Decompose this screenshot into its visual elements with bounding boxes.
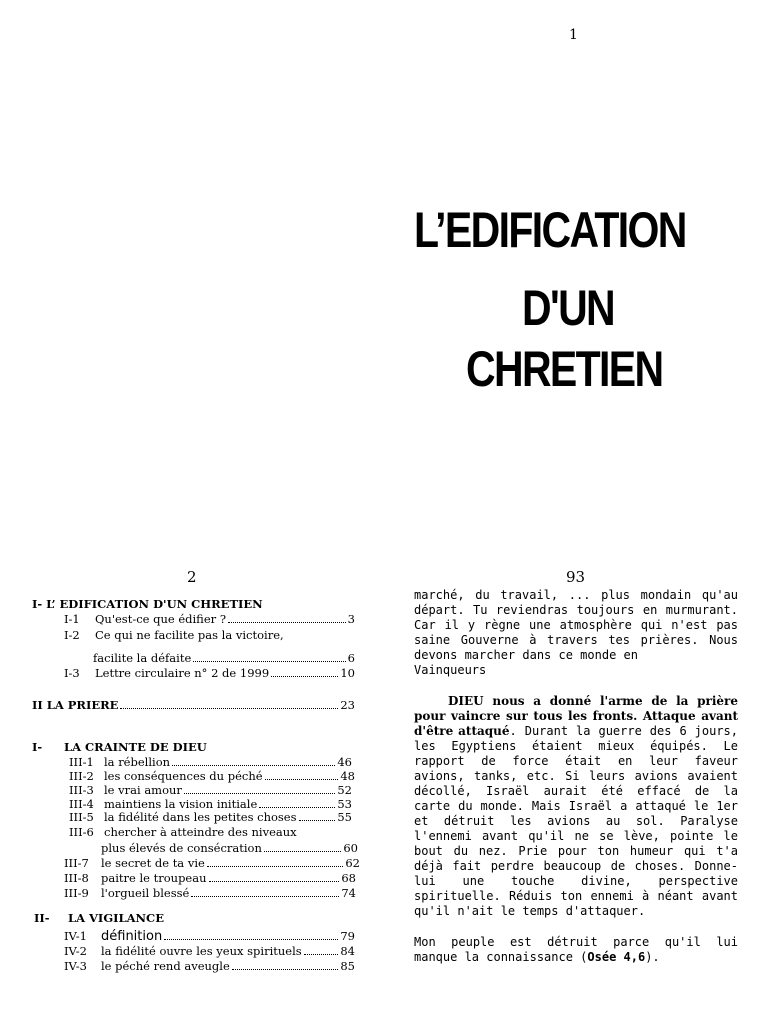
toc-entry[interactable] <box>32 698 355 712</box>
toc-entry-label: maintiens la vision initiale <box>104 797 258 811</box>
toc-part-heading: II LA PRIERE <box>32 698 119 712</box>
toc-leader <box>164 939 338 940</box>
toc-entry-code: IV-1 <box>64 929 87 943</box>
toc-entry[interactable] <box>64 944 355 958</box>
paragraph-end: Vainqueurs <box>414 663 487 677</box>
toc-entry[interactable] <box>64 959 355 973</box>
toc-part-heading: I- L’ EDIFICATION D'UN CHRETIEN <box>32 597 263 611</box>
toc-entry-page: 74 <box>341 886 356 900</box>
toc-entry[interactable] <box>93 651 355 665</box>
toc-entry-page: 10 <box>340 666 355 680</box>
toc-leader <box>265 779 339 780</box>
body-text <box>414 588 738 965</box>
toc-entry-code: III-1 <box>69 755 94 769</box>
paragraph: Mon peuple est détruit parce qu'il lui manque la connaissance (Osée 4,6). <box>414 935 738 964</box>
toc-entry-label: la rébellion <box>104 755 171 769</box>
toc-entry-code: III-7 <box>64 856 89 870</box>
page-number-2: 2 <box>187 568 197 586</box>
toc-entry-label: Lettre circulaire n° 2 de 1999 <box>95 666 270 680</box>
toc-entry-label: facilite la défaite <box>93 651 192 665</box>
toc-entry[interactable] <box>64 886 356 900</box>
toc-entry-page: 79 <box>340 929 355 943</box>
toc-entry-code: I-2 <box>64 628 80 642</box>
toc-part-heading: I- LA CRAINTE DE DIEU <box>32 740 207 754</box>
toc-leader <box>120 708 338 709</box>
page-number-1: 1 <box>569 27 578 43</box>
toc-leader <box>259 807 335 808</box>
page-number-93: 93 <box>566 568 586 586</box>
toc-entry-label: paitre le troupeau <box>101 871 207 885</box>
toc-entry-page: 48 <box>340 769 355 783</box>
toc-entry-label: le secret de ta vie <box>101 856 205 870</box>
toc-entry[interactable] <box>64 871 356 885</box>
toc-entry-code: IV-2 <box>64 944 87 958</box>
toc-entry-label: définition <box>101 929 163 944</box>
toc-entry[interactable] <box>69 769 355 783</box>
paragraph: DIEU nous a donné l'arme de la prière pour vaincre sur tous les fronts. Attaque avant d'être attaqué. Durant la guerre des 6 jours, les Egyptiens étaient mieux équipés. Le rapport de force était en leur faveur avions, tanks, etc. Si leurs avions avaient décollé, Israël aurait été effacé de la carte du monde. Mais Israël a attaqué le 1er et détruit les avions au sol. Paralyse l'ennemi avant qu'il ne se lève, pointe le bout du nez. Prie pour ton humeur qui t'a déjà fait perdre beaucoup de choses. Donne-lui une touche divine, perspective spirituelle. Réduis ton ennemi à néant avant qu'il n'ait le temps d'attaquer. <box>414 694 739 918</box>
toc-entry-page: 53 <box>337 797 352 811</box>
toc-entry-page: 46 <box>337 755 352 769</box>
toc-entry-code: III-3 <box>69 783 94 797</box>
toc-leader <box>207 866 344 867</box>
toc-leader <box>304 954 339 955</box>
toc-entry-label: chercher à atteindre des niveaux <box>104 825 297 839</box>
toc-entry-code: III-4 <box>69 797 94 811</box>
toc-entry-label: le vrai amour <box>104 783 182 797</box>
toc-entry-page: 6 <box>347 651 355 665</box>
toc-entry-page: 62 <box>345 856 360 870</box>
toc-entry[interactable] <box>64 856 360 870</box>
title-line-1: L’EDIFICATION <box>414 202 686 258</box>
toc-entry[interactable] <box>69 810 352 824</box>
toc-entry[interactable] <box>69 783 352 797</box>
toc-leader <box>191 896 339 897</box>
toc-leader <box>232 969 339 970</box>
toc-leader <box>264 851 341 852</box>
paragraph: marché, du travail, ... plus mondain qu'au départ. Tu reviendras toujours en murmurant. Car il y règne une atmosphère qui n'est pas saine Gouverne à travers tes prières. Nous devons marcher dans ce monde en <box>414 588 738 662</box>
toc-entry-code: III-6 <box>69 825 94 839</box>
toc-entry-code: I-1 <box>64 612 80 626</box>
toc-entry-page: 52 <box>337 783 352 797</box>
toc-entry-page: 68 <box>341 871 356 885</box>
toc-entry-page: 55 <box>337 810 352 824</box>
toc-leader <box>209 881 340 882</box>
toc-entry-page: 3 <box>347 612 355 626</box>
toc-entry[interactable] <box>69 797 352 811</box>
toc-entry-label: la fidélité ouvre les yeux spirituels <box>101 944 302 958</box>
toc-entry-label: l'orgueil blessé <box>101 886 190 900</box>
toc-entry-label: les conséquences du péché <box>104 769 263 783</box>
toc-entry-label: Qu'est-ce que édifier ? <box>95 612 226 626</box>
toc-entry[interactable] <box>64 628 284 642</box>
toc-entry[interactable] <box>64 929 355 944</box>
toc-entry-code: IV-3 <box>64 959 87 973</box>
toc-entry[interactable] <box>69 755 352 769</box>
toc-entry-label: Ce qui ne facilite pas la victoire, <box>95 628 284 642</box>
toc-entry[interactable] <box>101 841 358 855</box>
toc-entry-code: III-2 <box>69 769 94 783</box>
title-line-2: D'UN <box>522 280 615 336</box>
toc-entry-label: la fidélité dans les petites choses <box>104 810 297 824</box>
toc-entry-page: 60 <box>343 841 358 855</box>
toc-entry[interactable] <box>69 825 297 839</box>
toc-leader <box>228 622 346 623</box>
toc-entry-page: 23 <box>340 698 355 712</box>
toc-entry-code: III-9 <box>64 886 89 900</box>
toc-leader <box>172 765 335 766</box>
toc-entry[interactable] <box>64 612 355 626</box>
toc-leader <box>299 820 336 821</box>
toc-part-heading: II- LA VIGILANCE <box>34 911 164 925</box>
toc-leader <box>271 676 338 677</box>
toc-entry-page: 84 <box>340 944 355 958</box>
toc-entry-label: plus élevés de consécration <box>101 841 262 855</box>
bold-text: DIEU nous a donné l'arme de la prière pour vaincre sur tous les fronts. Attaque avant d'être attaqué <box>414 694 738 738</box>
toc-leader <box>193 661 345 662</box>
toc-entry-code: I-3 <box>64 666 80 680</box>
toc-leader <box>184 793 335 794</box>
toc-entry[interactable] <box>64 666 355 680</box>
bible-reference: Osée 4,6 <box>587 950 646 964</box>
toc-entry-page: 85 <box>340 959 355 973</box>
toc-entry-code: III-5 <box>69 810 94 824</box>
toc-entry-label: le péché rend aveugle <box>101 959 230 973</box>
title-line-3: CHRETIEN <box>466 341 663 397</box>
toc-entry-code: III-8 <box>64 871 89 885</box>
